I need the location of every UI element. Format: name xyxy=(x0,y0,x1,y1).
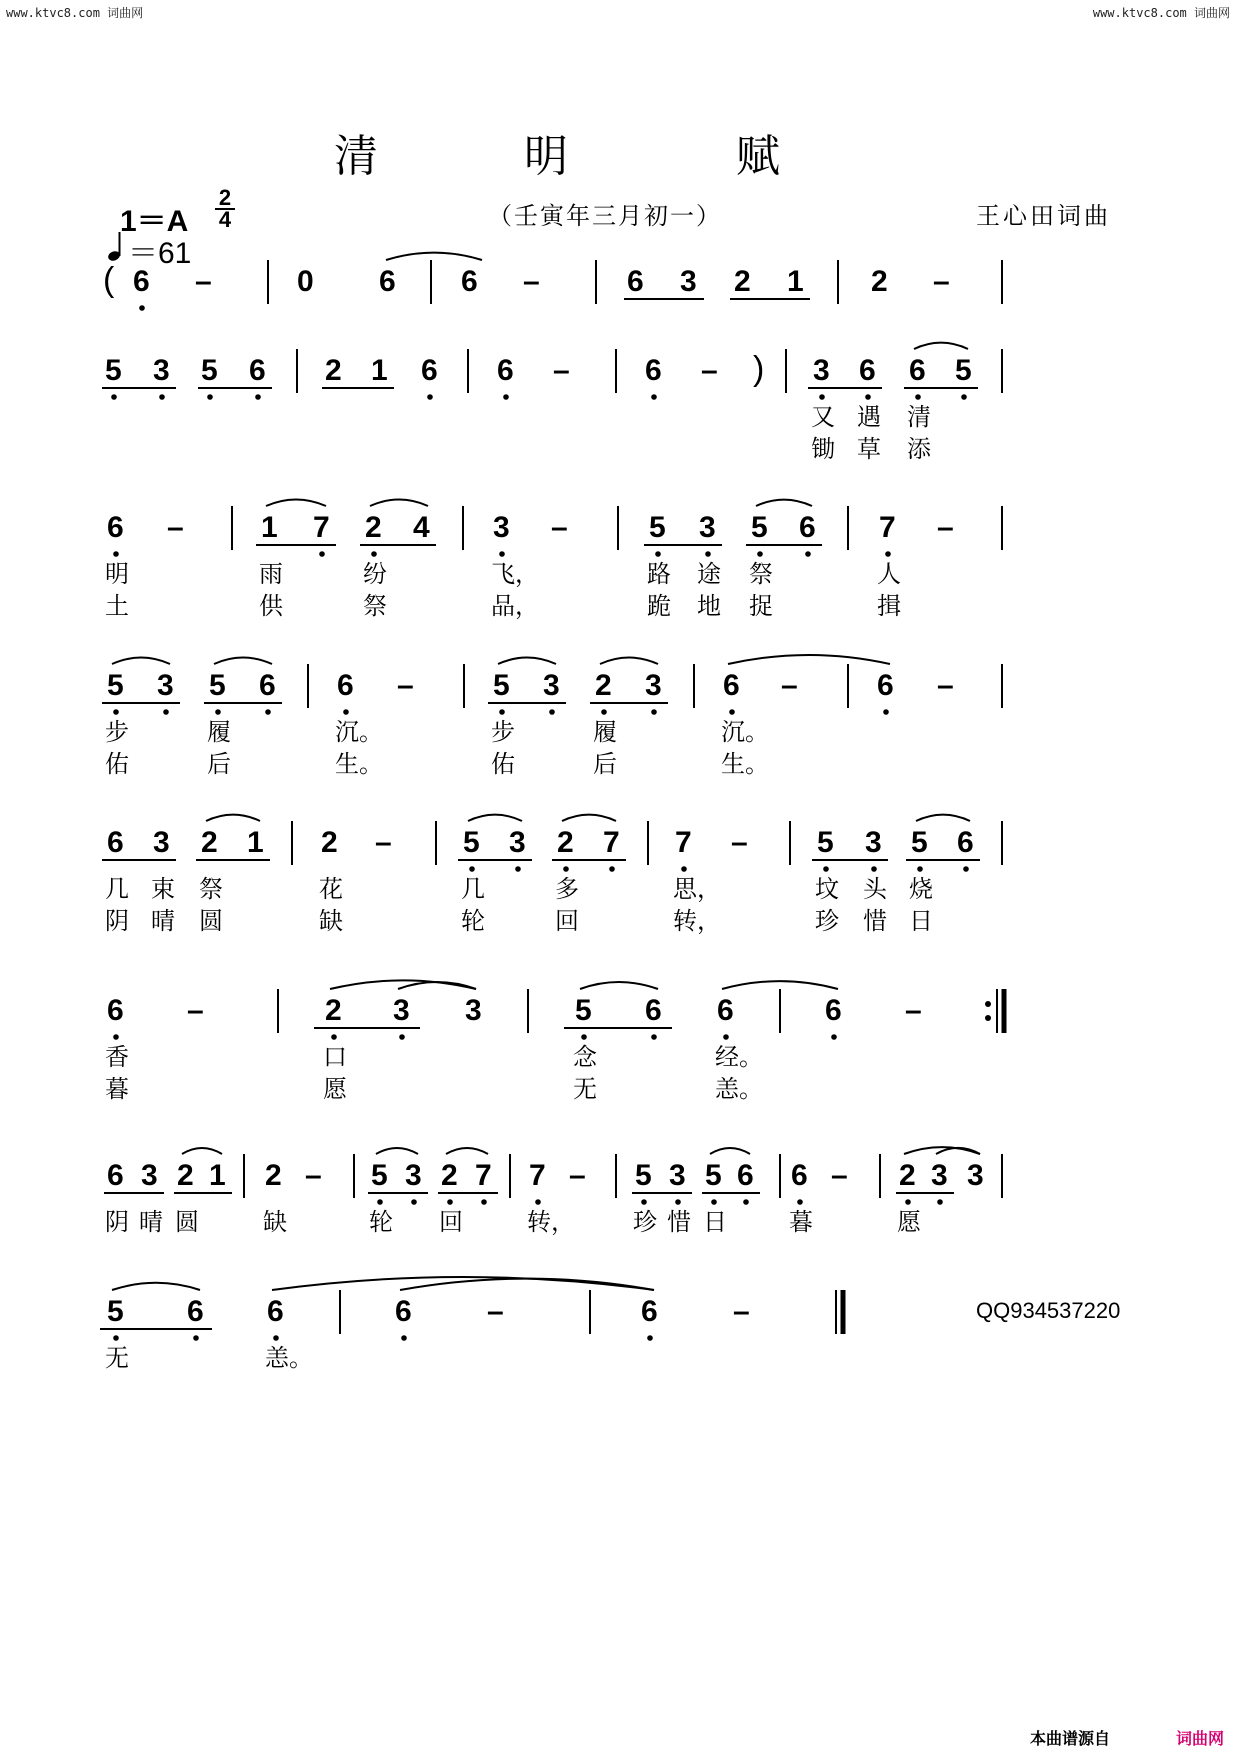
jianpu-note: 5 xyxy=(107,1295,124,1328)
lyric-char: 地 xyxy=(697,592,721,620)
jianpu-note: 6 xyxy=(461,265,478,298)
jianpu-note: 6 xyxy=(717,994,734,1027)
lyric-char: 愿 xyxy=(323,1075,347,1103)
lyric-char: 惜 xyxy=(667,1208,691,1236)
slur xyxy=(936,1148,980,1154)
jianpu-note: 5 xyxy=(911,826,928,859)
jianpu-note: 5 xyxy=(209,669,226,702)
lyric-char: 人 xyxy=(877,560,901,588)
lower-octave-dot xyxy=(255,394,261,400)
lower-octave-dot xyxy=(515,866,521,872)
jianpu-note: 6 xyxy=(249,354,266,387)
lyric-char: 念 xyxy=(573,1043,597,1071)
lower-octave-dot xyxy=(961,394,967,400)
lower-octave-dot xyxy=(963,866,969,872)
jianpu-note: 6 xyxy=(641,1295,658,1328)
lower-octave-dot xyxy=(113,551,119,557)
dash-note: – xyxy=(937,669,954,702)
time-signature-bottom: 4 xyxy=(218,207,232,232)
lyric-char: 头 xyxy=(863,875,887,903)
lyric-char: 日 xyxy=(909,907,933,935)
jianpu-note: 6 xyxy=(395,1295,412,1328)
jianpu-note: 7 xyxy=(313,511,330,544)
jianpu-note: 6 xyxy=(267,1295,284,1328)
jianpu-note: 5 xyxy=(817,826,834,859)
jianpu-note: 6 xyxy=(957,826,974,859)
lyric-char: 圆 xyxy=(199,907,223,935)
lyric-char: 土 xyxy=(105,592,129,620)
lyric-char: 晴 xyxy=(151,907,175,935)
slur xyxy=(370,500,428,506)
lower-octave-dot xyxy=(535,1199,541,1205)
lyric-char: 多 xyxy=(555,875,579,903)
jianpu-note: 3 xyxy=(699,511,716,544)
lower-octave-dot xyxy=(377,1199,383,1205)
jianpu-note: 6 xyxy=(825,994,842,1027)
jianpu-note: 4 xyxy=(413,511,430,544)
lyric-char: 几 xyxy=(105,875,129,903)
jianpu-note: 1 xyxy=(261,511,278,544)
lyric-char: 回 xyxy=(555,907,579,935)
lyric-char: 步 xyxy=(105,718,129,746)
slur xyxy=(446,1148,488,1154)
jianpu-note: 3 xyxy=(393,994,410,1027)
lyric-char: 暮 xyxy=(105,1075,129,1103)
lower-octave-dot xyxy=(399,1034,405,1040)
lower-octave-dot xyxy=(711,1199,717,1205)
jianpu-note: 6 xyxy=(337,669,354,702)
lower-octave-dot xyxy=(871,866,877,872)
jianpu-note: 2 xyxy=(321,826,338,859)
dash-note: – xyxy=(553,354,570,387)
jianpu-note: 6 xyxy=(107,1159,124,1192)
lower-octave-dot xyxy=(113,1335,119,1341)
jianpu-note: 3 xyxy=(153,826,170,859)
slur xyxy=(728,655,890,664)
lyric-char: 愿 xyxy=(897,1208,921,1236)
slur xyxy=(272,1277,654,1290)
jianpu-note: 3 xyxy=(813,354,830,387)
lyric-char: 沉。 xyxy=(335,718,383,746)
dash-note: – xyxy=(167,511,184,544)
lower-octave-dot xyxy=(469,866,475,872)
lower-octave-dot xyxy=(743,1199,749,1205)
lower-octave-dot xyxy=(729,709,735,715)
slur xyxy=(710,1148,750,1154)
lyric-char: 无 xyxy=(573,1075,597,1103)
lower-octave-dot xyxy=(319,551,325,557)
jianpu-note: 7 xyxy=(475,1159,492,1192)
lower-octave-dot xyxy=(823,866,829,872)
lyric-char: 草 xyxy=(857,435,881,463)
lyric-char: 履 xyxy=(593,718,617,746)
lyric-char: 生。 xyxy=(335,750,383,778)
bracket: ) xyxy=(753,350,765,388)
jianpu-note: 1 xyxy=(787,265,804,298)
jianpu-note: 3 xyxy=(141,1159,158,1192)
tempo-marking: ＝61 xyxy=(128,237,192,270)
jianpu-note: 6 xyxy=(421,354,438,387)
lyric-char: 清 xyxy=(907,403,931,431)
lower-octave-dot xyxy=(757,551,763,557)
jianpu-note: 5 xyxy=(493,669,510,702)
lyric-char: 飞， xyxy=(491,560,539,588)
lower-octave-dot xyxy=(113,1034,119,1040)
lower-octave-dot xyxy=(159,394,165,400)
lyric-char: 祭 xyxy=(199,875,223,903)
jianpu-note: 6 xyxy=(909,354,926,387)
slur xyxy=(206,815,260,821)
lower-octave-dot xyxy=(563,866,569,872)
lower-octave-dot xyxy=(915,394,921,400)
lower-octave-dot xyxy=(447,1199,453,1205)
site-watermark-right: www.ktvc8.com 词曲网 xyxy=(1092,6,1230,20)
dash-note: – xyxy=(905,994,922,1027)
dash-note: – xyxy=(487,1295,504,1328)
slur xyxy=(756,500,812,506)
lyric-char: 又 xyxy=(811,403,835,431)
dash-note: – xyxy=(781,669,798,702)
lower-octave-dot xyxy=(427,394,433,400)
lower-octave-dot xyxy=(705,551,711,557)
lower-octave-dot xyxy=(215,709,221,715)
jianpu-note: 6 xyxy=(107,826,124,859)
lyric-char: 后 xyxy=(207,750,231,778)
jianpu-note: 3 xyxy=(669,1159,686,1192)
jianpu-note: 7 xyxy=(529,1159,546,1192)
jianpu-note: 6 xyxy=(497,354,514,387)
jianpu-note: 2 xyxy=(871,265,888,298)
lower-octave-dot xyxy=(601,709,607,715)
footer-source-label: 本曲谱源自 xyxy=(1030,1729,1111,1748)
lower-octave-dot xyxy=(273,1335,279,1341)
jianpu-note: 6 xyxy=(723,669,740,702)
jianpu-note: 6 xyxy=(799,511,816,544)
jianpu-note: 3 xyxy=(493,511,510,544)
lyric-char: 揖 xyxy=(877,592,901,620)
title-char-2: 明 xyxy=(524,131,568,182)
site-watermark-left: www.ktvc8.com 词曲网 xyxy=(6,6,144,20)
jianpu-note: 6 xyxy=(259,669,276,702)
slur xyxy=(562,815,616,821)
lower-octave-dot xyxy=(805,551,811,557)
jianpu-note: 2 xyxy=(899,1159,916,1192)
lyric-char: 香 xyxy=(105,1043,129,1071)
dash-note: – xyxy=(375,826,392,859)
jianpu-note: 2 xyxy=(557,826,574,859)
lower-octave-dot xyxy=(113,709,119,715)
jianpu-note: 5 xyxy=(371,1159,388,1192)
lyric-char: 跪 xyxy=(647,592,671,620)
qq-contact: QQ934537220 xyxy=(976,1298,1121,1323)
lyric-char: 经。 xyxy=(715,1043,763,1071)
lyric-char: 珍 xyxy=(633,1208,657,1236)
lyric-char: 花 xyxy=(319,875,343,903)
slur xyxy=(112,658,170,664)
lyric-char: 后 xyxy=(593,750,617,778)
slur xyxy=(386,253,482,260)
jianpu-note: 3 xyxy=(967,1159,984,1192)
lyric-char: 沉。 xyxy=(721,718,769,746)
key-signature: 1＝A xyxy=(120,205,189,238)
lyric-char: 晴 xyxy=(139,1208,163,1236)
lower-octave-dot xyxy=(581,1034,587,1040)
jianpu-note: 5 xyxy=(705,1159,722,1192)
lyric-char: 添 xyxy=(907,435,931,463)
repeat-dot xyxy=(985,1015,991,1021)
dash-note: – xyxy=(733,1295,750,1328)
jianpu-note: 0 xyxy=(297,265,314,298)
jianpu-note: 5 xyxy=(463,826,480,859)
lower-octave-dot xyxy=(609,866,615,872)
lyric-char: 步 xyxy=(491,718,515,746)
slur xyxy=(914,343,968,349)
jianpu-note: 2 xyxy=(201,826,218,859)
lower-octave-dot xyxy=(499,551,505,557)
lyric-char: 祭 xyxy=(749,560,773,588)
jianpu-note: 7 xyxy=(879,511,896,544)
lyric-char: 回 xyxy=(439,1208,463,1236)
lyric-char: 生。 xyxy=(721,750,769,778)
jianpu-note: 6 xyxy=(737,1159,754,1192)
lower-octave-dot xyxy=(163,709,169,715)
slur xyxy=(600,658,658,664)
lyric-char: 遇 xyxy=(857,403,881,431)
jianpu-note: 5 xyxy=(107,669,124,702)
lyric-char: 路 xyxy=(647,560,671,588)
lyric-char: 珍 xyxy=(815,907,839,935)
jianpu-note: 2 xyxy=(325,354,342,387)
bracket: ( xyxy=(103,261,115,299)
footer-source-site: 词曲网 xyxy=(1176,1729,1225,1748)
lyric-char: 明 xyxy=(105,560,129,588)
jianpu-note: 2 xyxy=(734,265,751,298)
dash-note: – xyxy=(569,1159,586,1192)
subtitle: （壬寅年三月初一） xyxy=(488,202,722,230)
lower-octave-dot xyxy=(655,551,661,557)
lower-octave-dot xyxy=(265,709,271,715)
jianpu-note: 2 xyxy=(441,1159,458,1192)
lower-octave-dot xyxy=(499,709,505,715)
slur xyxy=(468,815,522,821)
jianpu-note: 6 xyxy=(187,1295,204,1328)
slur xyxy=(214,658,272,664)
repeat-dot xyxy=(985,1001,991,1007)
slur xyxy=(376,1148,418,1154)
slur xyxy=(266,500,326,507)
title-char-3: 赋 xyxy=(736,131,780,182)
jianpu-note: 6 xyxy=(791,1159,808,1192)
lyric-char: 缺 xyxy=(263,1208,287,1236)
dash-note: – xyxy=(551,511,568,544)
lower-octave-dot xyxy=(331,1034,337,1040)
jianpu-note: 7 xyxy=(603,826,620,859)
jianpu-note: 5 xyxy=(955,354,972,387)
lower-octave-dot xyxy=(139,305,145,311)
lyric-char: 暮 xyxy=(789,1208,813,1236)
jianpu-note: 2 xyxy=(177,1159,194,1192)
slur xyxy=(400,1279,654,1290)
jianpu-note: 1 xyxy=(247,826,264,859)
jianpu-note: 2 xyxy=(325,994,342,1027)
lower-octave-dot xyxy=(885,551,891,557)
dash-note: – xyxy=(701,354,718,387)
lyric-char: 途 xyxy=(697,560,721,588)
dash-note: – xyxy=(933,265,950,298)
jianpu-note: 3 xyxy=(509,826,526,859)
jianpu-note: 3 xyxy=(153,354,170,387)
lyric-char: 佑 xyxy=(105,750,129,778)
jianpu-note: 3 xyxy=(543,669,560,702)
dash-note: – xyxy=(397,669,414,702)
composer-credit: 王心田词曲 xyxy=(976,202,1111,230)
lower-octave-dot xyxy=(675,1199,681,1205)
lyric-char: 轮 xyxy=(369,1208,393,1236)
jianpu-note: 3 xyxy=(157,669,174,702)
jianpu-note: 3 xyxy=(931,1159,948,1192)
lower-octave-dot xyxy=(481,1199,487,1205)
jianpu-note: 6 xyxy=(133,265,150,298)
jianpu-note: 2 xyxy=(265,1159,282,1192)
jianpu-note: 6 xyxy=(877,669,894,702)
lyric-char: 恙。 xyxy=(265,1344,313,1372)
title-char-1: 清 xyxy=(334,131,378,182)
jianpu-note: 6 xyxy=(645,354,662,387)
lower-octave-dot xyxy=(343,709,349,715)
lower-octave-dot xyxy=(371,551,377,557)
dash-note: – xyxy=(305,1159,322,1192)
jianpu-note: 3 xyxy=(405,1159,422,1192)
lower-octave-dot xyxy=(651,1034,657,1040)
jianpu-note: 5 xyxy=(105,354,122,387)
lyric-char: 履 xyxy=(207,718,231,746)
slur xyxy=(916,815,970,821)
lyric-char: 惜 xyxy=(863,907,887,935)
slur xyxy=(182,1148,222,1154)
jianpu-note: 1 xyxy=(209,1159,226,1192)
jianpu-note: 6 xyxy=(627,265,644,298)
dash-note: – xyxy=(731,826,748,859)
lyric-char: 日 xyxy=(703,1208,727,1236)
jianpu-note: 6 xyxy=(645,994,662,1027)
lower-octave-dot xyxy=(865,394,871,400)
lyric-char: 束 xyxy=(151,875,175,903)
lyric-char: 转， xyxy=(527,1208,575,1236)
lower-octave-dot xyxy=(641,1199,647,1205)
lyric-char: 恙。 xyxy=(715,1075,763,1103)
jianpu-note: 7 xyxy=(675,826,692,859)
lyric-char: 阴 xyxy=(105,907,129,935)
lyric-char: 几 xyxy=(461,875,485,903)
lower-octave-dot xyxy=(831,1034,837,1040)
lyric-char: 缺 xyxy=(319,907,343,935)
slur xyxy=(112,1283,200,1290)
lyric-char: 坟 xyxy=(815,875,839,903)
jianpu-note: 5 xyxy=(649,511,666,544)
lyric-char: 祭 xyxy=(363,592,387,620)
lyric-char: 烧 xyxy=(909,875,933,903)
lower-octave-dot xyxy=(111,394,117,400)
jianpu-note: 6 xyxy=(859,354,876,387)
lyric-char: 阴 xyxy=(105,1208,129,1236)
jianpu-note: 3 xyxy=(645,669,662,702)
lyric-char: 转， xyxy=(673,907,721,935)
lyric-char: 轮 xyxy=(461,907,485,935)
lower-octave-dot xyxy=(937,1199,943,1205)
lyric-char: 品， xyxy=(491,592,539,620)
jianpu-note: 3 xyxy=(865,826,882,859)
lyric-char: 锄 xyxy=(811,435,835,463)
lower-octave-dot xyxy=(193,1335,199,1341)
jianpu-note: 1 xyxy=(371,354,388,387)
lower-octave-dot xyxy=(651,709,657,715)
jianpu-note: 3 xyxy=(680,265,697,298)
lower-octave-dot xyxy=(401,1335,407,1341)
jianpu-note: 2 xyxy=(595,669,612,702)
lyric-char: 圆 xyxy=(175,1208,199,1236)
jianpu-note: 6 xyxy=(379,265,396,298)
slur xyxy=(580,982,658,989)
jianpu-note: 5 xyxy=(575,994,592,1027)
lower-octave-dot xyxy=(883,709,889,715)
lower-octave-dot xyxy=(647,1335,653,1341)
jianpu-note: 5 xyxy=(201,354,218,387)
jianpu-note: 5 xyxy=(635,1159,652,1192)
jianpu-note: 5 xyxy=(751,511,768,544)
lower-octave-dot xyxy=(651,394,657,400)
lower-octave-dot xyxy=(503,394,509,400)
lyric-char: 供 xyxy=(259,592,283,620)
lyric-char: 纷 xyxy=(363,560,387,588)
lyric-char: 捉 xyxy=(749,592,773,620)
dash-note: – xyxy=(523,265,540,298)
time-signature-top: 2 xyxy=(218,185,232,210)
lyric-char: 佑 xyxy=(491,750,515,778)
jianpu-note: 6 xyxy=(107,994,124,1027)
lower-octave-dot xyxy=(917,866,923,872)
dash-note: – xyxy=(195,265,212,298)
dash-note: – xyxy=(187,994,204,1027)
jianpu-note: 3 xyxy=(465,994,482,1027)
lower-octave-dot xyxy=(411,1199,417,1205)
lyric-char: 雨 xyxy=(259,560,283,588)
slur xyxy=(722,981,838,989)
jianpu-note: 2 xyxy=(365,511,382,544)
lower-octave-dot xyxy=(681,866,687,872)
lyric-char: 口 xyxy=(323,1043,347,1071)
lower-octave-dot xyxy=(797,1199,803,1205)
lyric-char: 无 xyxy=(105,1344,129,1372)
dash-note: – xyxy=(831,1159,848,1192)
lower-octave-dot xyxy=(819,394,825,400)
lower-octave-dot xyxy=(207,394,213,400)
dash-note: – xyxy=(937,511,954,544)
lower-octave-dot xyxy=(905,1199,911,1205)
lower-octave-dot xyxy=(549,709,555,715)
lower-octave-dot xyxy=(723,1034,729,1040)
lyric-char: 思， xyxy=(673,875,721,903)
jianpu-note: 6 xyxy=(107,511,124,544)
slur xyxy=(498,658,556,664)
